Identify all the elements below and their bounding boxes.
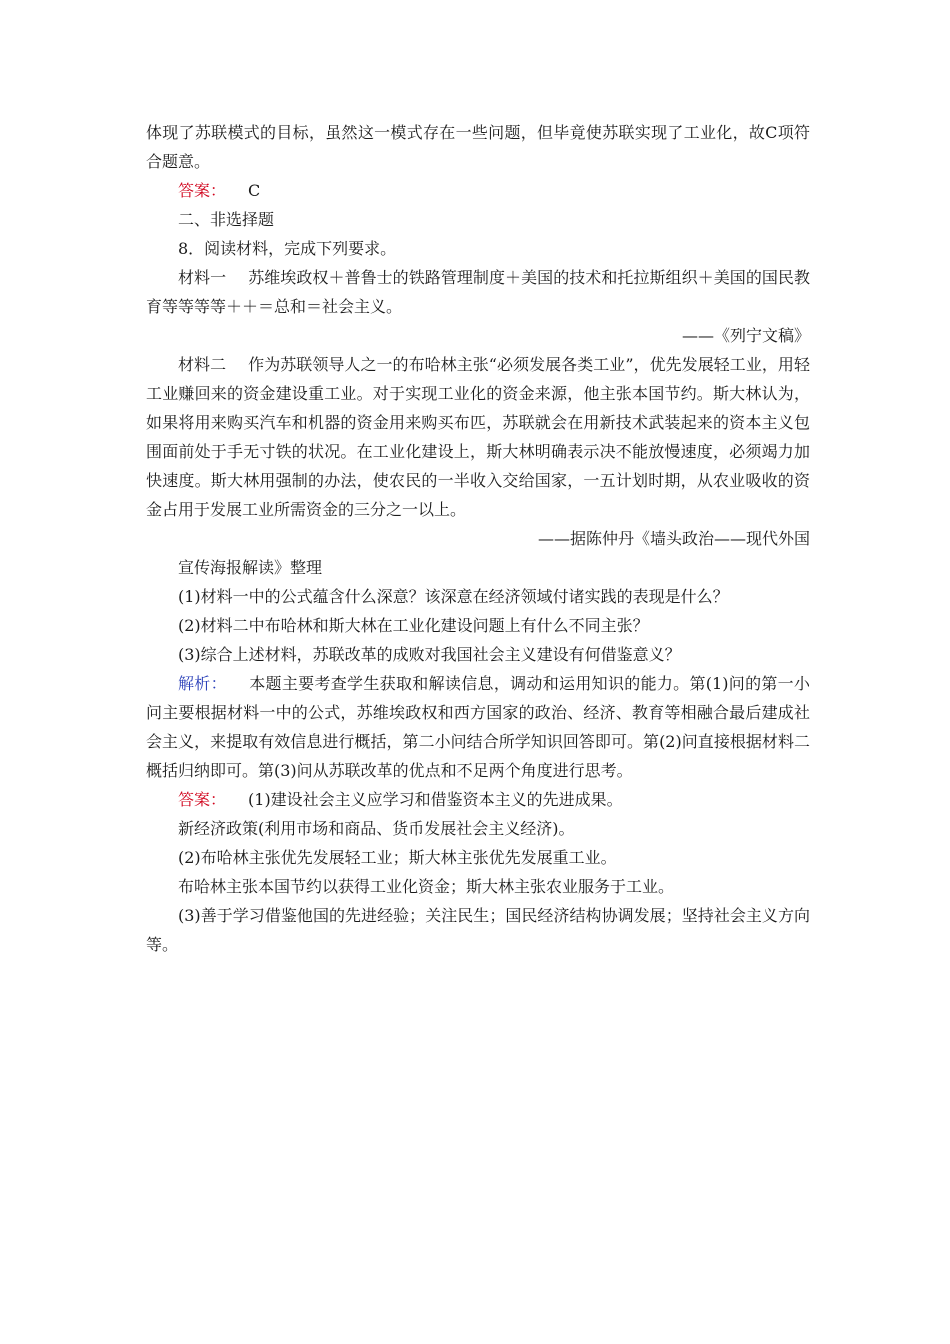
analysis-label: 解析： xyxy=(178,674,227,693)
answer-2-line1 xyxy=(146,785,810,814)
material-1-label: 材料一 xyxy=(178,268,227,287)
answer-2-line4: 布哈林主张本国节约以获得工业化资金；斯大林主张农业服务于工业。 xyxy=(178,877,675,896)
material-1-source: ——《列宁文稿》 xyxy=(681,326,810,345)
question-8: 8．阅读材料，完成下列要求。 xyxy=(178,239,397,258)
answer-label: 答案： xyxy=(178,181,227,200)
material-2-label: 材料二 xyxy=(178,355,227,374)
answer-value: C xyxy=(248,181,261,200)
material-2-source-line1: ——据陈仲丹《墙头政治——现代外国 xyxy=(537,529,810,548)
material-2-text: 作为苏联领导人之一的布哈林主张“必须发展各类工业”，优先发展轻工业，用轻工业赚回来的资金建设重工业。对于实现工业化的资金来源，他主张本国节约。斯大林认为，如果将用来购买汽车和机器的资金用来购买布匹，苏联就会在用新技术武装起来的资本主义包围面前处于手无寸铁的状况。在工业化建设上，斯大林明确表示决不能放慢速度，必须竭力加快速度。斯大林用强制的办法，使农民的一半收入交给国家，一五计划时期，从农业吸收的资金占用于发展工业所需资金的三分之一以上。 xyxy=(146,355,810,519)
material-2 xyxy=(146,350,810,524)
material-2-source-line2: 宣传海报解读》整理 xyxy=(178,558,323,577)
analysis-text: 本题主要考查学生获取和解读信息，调动和运用知识的能力。第(1)问的第一小问主要根据材料一中的公式，苏维埃政权和西方国家的政治、经济、教育等相融合最后建成社会主义，来提取有效信息进行概括，第二小问结合所学知识回答即可。第(2)问直接根据材料二概括归纳即可。第(3)问从苏联改革的优点和不足两个角度进行思考。 xyxy=(146,674,810,780)
question-8-3: (3)综合上述材料，苏联改革的成败对我国社会主义建设有何借鉴意义？ xyxy=(178,645,681,664)
answer-2-line5: (3)善于学习借鉴他国的先进经验；关注民生；国民经济结构协调发展；坚持社会主义方向等。 xyxy=(146,906,810,954)
material-1-text: 苏维埃政权＋普鲁士的铁路管理制度＋美国的技术和托拉斯组织＋美国的国民教育等等等等＋＋＝总和＝社会主义。 xyxy=(146,268,810,316)
question-8-2: (2)材料二中布哈林和斯大林在工业化建设问题上有什么不同主张？ xyxy=(178,616,649,635)
material-1 xyxy=(146,263,810,321)
answer-2-label: 答案： xyxy=(178,790,227,809)
answer-2-line2: 新经济政策(利用市场和商品、货币发展社会主义经济)。 xyxy=(178,819,575,838)
analysis xyxy=(146,669,810,785)
answer-2-text: (1)建设社会主义应学习和借鉴资本主义的先进成果。 xyxy=(248,790,623,809)
section-heading: 二、非选择题 xyxy=(178,210,275,229)
document-page xyxy=(146,118,810,959)
answer-1 xyxy=(146,176,810,205)
answer-2-line3: (2)布哈林主张优先发展轻工业；斯大林主张优先发展重工业。 xyxy=(178,848,617,867)
question-8-1: (1)材料一中的公式蕴含什么深意？该深意在经济领域付诸实践的表现是什么？ xyxy=(178,587,729,606)
paragraph-prev-explanation: 体现了苏联模式的目标，虽然这一模式存在一些问题，但毕竟使苏联实现了工业化，故C项符合题意。 xyxy=(146,123,810,171)
